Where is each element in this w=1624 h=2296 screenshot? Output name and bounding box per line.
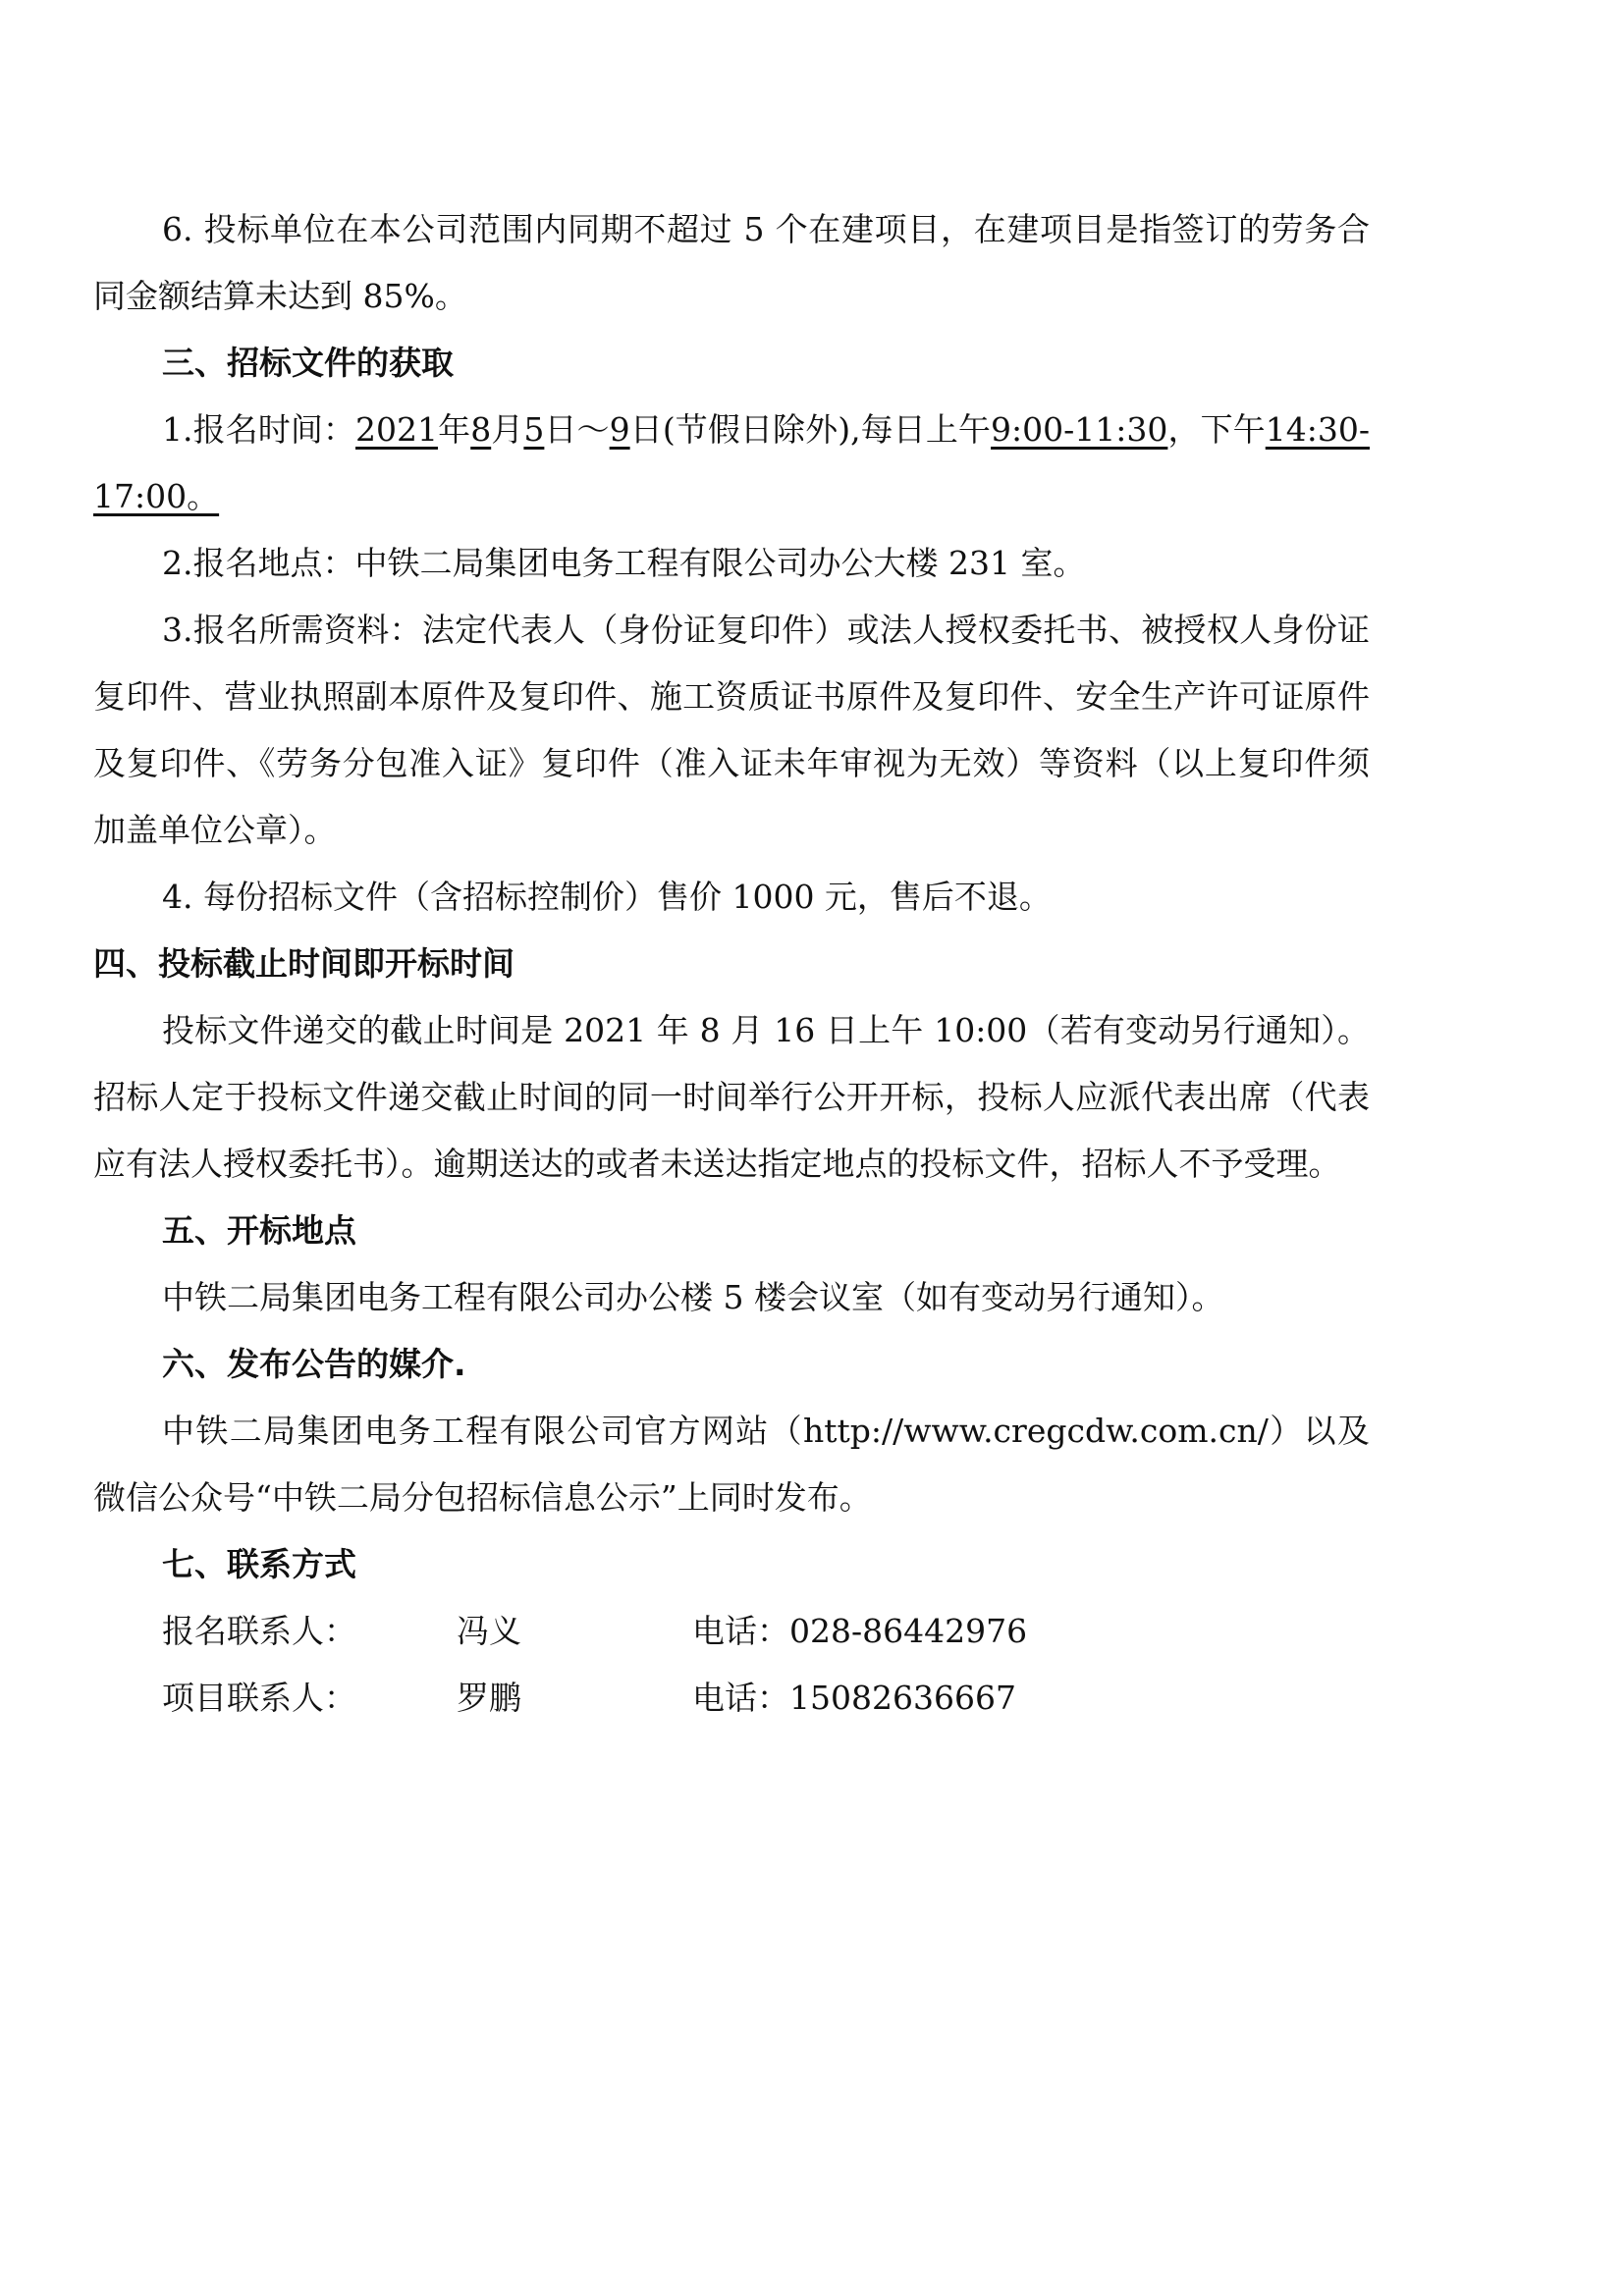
registration-documents-paragraph: 3.报名所需资料：法定代表人（身份证复印件）或法人授权委托书、被授权人身份证复印件、营业执照副本原件及复印件、施工资质证书原件及复印件、安全生产许可证原件及复印件、《劳务分包准入证》复印件（准入证未年审视为无效）等资料（以上复印件须加盖单位公章）。 <box>93 611 1370 849</box>
section-7-heading: 七、联系方式 <box>162 1545 356 1583</box>
reg-day-end: 9 <box>609 410 630 449</box>
section-3-heading: 三、招标文件的获取 <box>162 344 454 382</box>
reg-month: 8 <box>470 410 492 449</box>
section-6-heading: 六、发布公告的媒介. <box>162 1345 466 1383</box>
registration-time-paragraph <box>93 397 1370 530</box>
contact-row-registration <box>93 1598 1370 1665</box>
contact-row-project <box>93 1665 1370 1732</box>
deadline-paragraph: 投标文件递交的截止时间是 2021 年 8 月 16 日上午 10:00（若有变动另行通知）。招标人定于投标文件递交截止时间的同一时间举行公开开标，投标人应派代表出席（代表应有法人授权委托书）。逾期送达的或者未送达指定地点的投标文件，招标人不予受理。 <box>93 1011 1370 1183</box>
publication-media-paragraph: 中铁二局集团电务工程有限公司官方网站（http://www.cregcdw.com.cn/）以及微信公众号“中铁二局分包招标信息公示”上同时发布。 <box>93 1412 1370 1517</box>
reg-day-start: 5 <box>523 410 545 449</box>
contact-name: 罗鹏 <box>457 1679 521 1717</box>
document-page <box>93 196 1370 1732</box>
reg-afternoon-hours: 14:30-17:00。 <box>93 410 1371 515</box>
contact-label: 报名联系人： <box>162 1612 356 1650</box>
reg-day-sep: 日～ <box>544 410 610 449</box>
reg-year-suffix: 年 <box>438 410 471 449</box>
reg-month-suffix: 月 <box>491 410 524 449</box>
contact-phone: 电话：15082636667 <box>692 1679 1016 1717</box>
reg-time-mid: 日(节假日除外),每日上午 <box>629 410 992 449</box>
contact-phone: 电话：028-86442976 <box>692 1612 1028 1650</box>
reg-year: 2021 <box>355 410 438 449</box>
contact-name: 冯义 <box>457 1612 521 1650</box>
section-5-heading: 五、开标地点 <box>162 1211 356 1250</box>
document-price-paragraph: 4. 每份招标文件（含招标控制价）售价 1000 元，售后不退。 <box>162 878 1052 916</box>
section-4-heading: 四、投标截止时间即开标时间 <box>93 944 514 983</box>
opening-location-paragraph: 中铁二局集团电务工程有限公司办公楼 5 楼会议室（如有变动另行通知）。 <box>162 1278 1224 1316</box>
reg-time-prefix: 1.报名时间： <box>162 410 356 449</box>
contact-label: 项目联系人： <box>162 1679 356 1717</box>
reg-morning-hours: 9:00-11:30 <box>991 410 1168 449</box>
reg-afternoon-label: ，下午 <box>1167 410 1266 449</box>
registration-place-paragraph: 2.报名地点：中铁二局集团电务工程有限公司办公大楼 231 室。 <box>162 544 1086 582</box>
item-6-paragraph: 6. 投标单位在本公司范围内同期不超过 5 个在建项目，在建项目是指签订的劳务合同金额结算未达到 85%。 <box>93 210 1370 315</box>
